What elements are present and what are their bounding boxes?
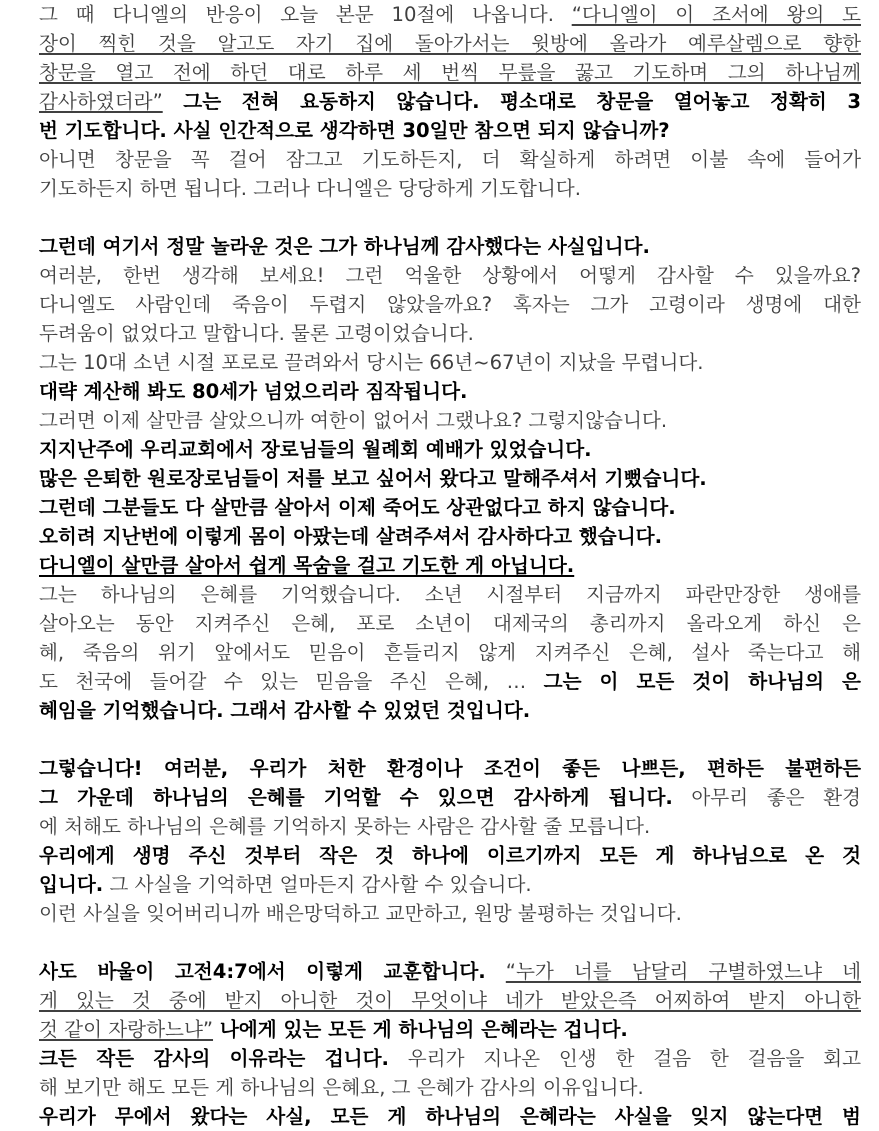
bold-text: 번 기도합니다. 사실 인간적으로 생각하면 30일만 참으면 되지 않습니까? bbox=[39, 119, 670, 142]
text-line bbox=[39, 899, 861, 928]
bold-text: 오히려 지난번에 이렇게 몸이 아팠는데 살려주셔서 감사하다고 했습니다. bbox=[39, 525, 663, 548]
text-line bbox=[39, 580, 861, 609]
text-line bbox=[39, 145, 861, 174]
blank-line bbox=[39, 725, 861, 754]
bold-text: 그는 전혀 요동하지 않습니다. 평소대로 창문을 열어놓고 정확히 3 bbox=[162, 90, 861, 113]
text-line bbox=[39, 0, 861, 29]
bold-text: 우리가 무에서 왔다는 사실, 모든 게 하나님의 은혜라는 사실을 잊지 않는다면 범 bbox=[39, 1105, 861, 1128]
text-line bbox=[39, 986, 861, 1015]
bold-text: 그 가운데 하나님의 은혜를 기억할 수 있으면 감사하게 됩니다. bbox=[39, 786, 673, 809]
body-text: 아니면 창문을 꼭 걸어 잠그고 기도하든지, 더 확실하게 하려면 이불 속에 들어가 bbox=[39, 148, 861, 171]
bold-text: 혜임을 기억했습니다. 그래서 감사할 수 있었던 것입니다. bbox=[39, 699, 531, 722]
body-text: 두려움이 없었다고 말합니다. 물론 고령이었습니다. bbox=[39, 322, 474, 345]
underlined-text: “다니엘이 이 조서에 왕의 도 bbox=[571, 3, 861, 26]
bold-text: 지지난주에 우리교회에서 장로님들의 월례회 예배가 있었습니다. bbox=[39, 438, 592, 461]
text-line bbox=[39, 609, 861, 638]
document-page bbox=[39, 0, 861, 1131]
underlined-text: 것 같이 자랑하느냐” bbox=[39, 1018, 214, 1041]
bold-text: 많은 은퇴한 원로장로님들이 저를 보고 싶어서 왔다고 말해주셔서 기뻤습니다. bbox=[39, 467, 707, 490]
text-line bbox=[39, 696, 861, 725]
blank-line bbox=[39, 928, 861, 957]
text-line bbox=[39, 812, 861, 841]
text-line bbox=[39, 870, 861, 899]
body-text: 도 천국에 들어갈 수 있는 믿음을 주신 은혜, … bbox=[39, 670, 544, 693]
text-line bbox=[39, 435, 861, 464]
bold-text: 우리에게 생명 주신 것부터 작은 것 하나에 이르기까지 모든 게 하나님으로 온 것 bbox=[39, 844, 861, 867]
text-line bbox=[39, 290, 861, 319]
text-line bbox=[39, 493, 861, 522]
text-line bbox=[39, 348, 861, 377]
text-line bbox=[39, 464, 861, 493]
body-text: 혜, 죽음의 위기 앞에서도 믿음이 흔들리지 않게 지켜주신 은혜, 설사 죽는다고 해 bbox=[39, 641, 861, 664]
body-text: 다니엘도 사람인데 죽음이 두렵지 않았을까요? 혹자는 그가 고령이라 생명에 대한 bbox=[39, 293, 861, 316]
underlined-text: 게 있는 것 중에 받지 아니한 것이 무엇이냐 네가 받았은즉 어찌하여 받지 아니한 bbox=[39, 989, 861, 1012]
bold-text: 그는 이 모든 것이 하나님의 은 bbox=[543, 670, 861, 693]
text-line bbox=[39, 29, 861, 58]
bold-text: 나에게 있는 모든 게 하나님의 은혜라는 겁니다. bbox=[213, 1018, 628, 1041]
bold-text: 크든 작든 감사의 이유라는 겁니다. bbox=[39, 1047, 389, 1070]
body-text: 여러분, 한번 생각해 보세요! 그런 억울한 상황에서 어떻게 감사할 수 있을까요? bbox=[39, 264, 861, 287]
body-text: 그 사실을 기억하면 얼마든지 감사할 수 있습니다. bbox=[103, 873, 532, 896]
text-line bbox=[39, 174, 861, 203]
text-line bbox=[39, 667, 861, 696]
text-line bbox=[39, 551, 861, 580]
text-line bbox=[39, 87, 861, 116]
text-line bbox=[39, 1073, 861, 1102]
blank-line bbox=[39, 203, 861, 232]
text-line bbox=[39, 522, 861, 551]
body-text: 살아오는 동안 지켜주신 은혜, 포로 소년이 대제국의 총리까지 올라오게 하신 은 bbox=[39, 612, 861, 635]
underlined-text: 장이 찍힌 것을 알고도 자기 집에 돌아가서는 윗방에 올라가 예루살렘으로 향한 bbox=[39, 32, 861, 55]
text-line bbox=[39, 754, 861, 783]
body-text: 그러면 이제 살만큼 살았으니까 여한이 없어서 그랬나요? 그렇지않습니다. bbox=[39, 409, 668, 432]
body-text: 우리가 지나온 인생 한 걸음 한 걸음을 회고 bbox=[388, 1047, 861, 1070]
text-line bbox=[39, 1044, 861, 1073]
text-line bbox=[39, 783, 861, 812]
underlined-text: 다니엘이 살만큼 살아서 쉽게 목숨을 걸고 기도한 게 아닙니다. bbox=[39, 554, 575, 577]
text-line bbox=[39, 377, 861, 406]
bold-text: 입니다. bbox=[39, 873, 104, 896]
underlined-text: “누가 너를 남달리 구별하였느냐 네 bbox=[505, 960, 861, 983]
text-line bbox=[39, 957, 861, 986]
text-line bbox=[39, 58, 861, 87]
body-text: 그는 하나님의 은혜를 기억했습니다. 소년 시절부터 지금까지 파란만장한 생애를 bbox=[39, 583, 861, 606]
text-line bbox=[39, 319, 861, 348]
text-line bbox=[39, 841, 861, 870]
body-text: 에 처해도 하나님의 은혜를 기억하지 못하는 사람은 감사할 줄 모릅니다. bbox=[39, 815, 651, 838]
text-line bbox=[39, 406, 861, 435]
underlined-text: 창문을 열고 전에 하던 대로 하루 세 번씩 무릎을 꿇고 기도하며 그의 하나님께 bbox=[39, 61, 861, 84]
bold-text: 대략 계산해 봐도 80세가 넘었으리라 짐작됩니다. bbox=[39, 380, 468, 403]
text-line bbox=[39, 638, 861, 667]
body-text: 그는 10대 소년 시절 포로로 끌려와서 당시는 66년~67년이 지났을 무렵니다. bbox=[39, 351, 704, 374]
bold-text: 그런데 그분들도 다 살만큼 살아서 이제 죽어도 상관없다고 하지 않습니다. bbox=[39, 496, 676, 519]
text-line bbox=[39, 1102, 861, 1131]
body-text: 해 보기만 해도 모든 게 하나님의 은혜요, 그 은혜가 감사의 이유입니다. bbox=[39, 1076, 644, 1099]
body-text: 기도하든지 하면 됩니다. 그러나 다니엘은 당당하게 기도합니다. bbox=[39, 177, 581, 200]
body-text: 아무리 좋은 환경 bbox=[672, 786, 861, 809]
text-line bbox=[39, 261, 861, 290]
bold-text: 그런데 여기서 정말 놀라운 것은 그가 하나님께 감사했다는 사실입니다. bbox=[39, 235, 650, 258]
body-text: 그 때 다니엘의 반응이 오늘 본문 10절에 나옵니다. bbox=[39, 3, 572, 26]
body-text bbox=[486, 960, 506, 983]
bold-text: 그렇습니다! 여러분, 우리가 처한 환경이나 조건이 좋든 나쁘든, 편하든 불편하든 bbox=[39, 757, 861, 780]
body-text: 이런 사실을 잊어버리니까 배은망덕하고 교만하고, 원망 불평하는 것입니다. bbox=[39, 902, 682, 925]
text-line bbox=[39, 116, 861, 145]
underlined-text: 감사하였더라” bbox=[39, 90, 163, 113]
text-line bbox=[39, 232, 861, 261]
bold-text: 사도 바울이 고전4:7에서 이렇게 교훈합니다. bbox=[39, 960, 486, 983]
text-line bbox=[39, 1015, 861, 1044]
